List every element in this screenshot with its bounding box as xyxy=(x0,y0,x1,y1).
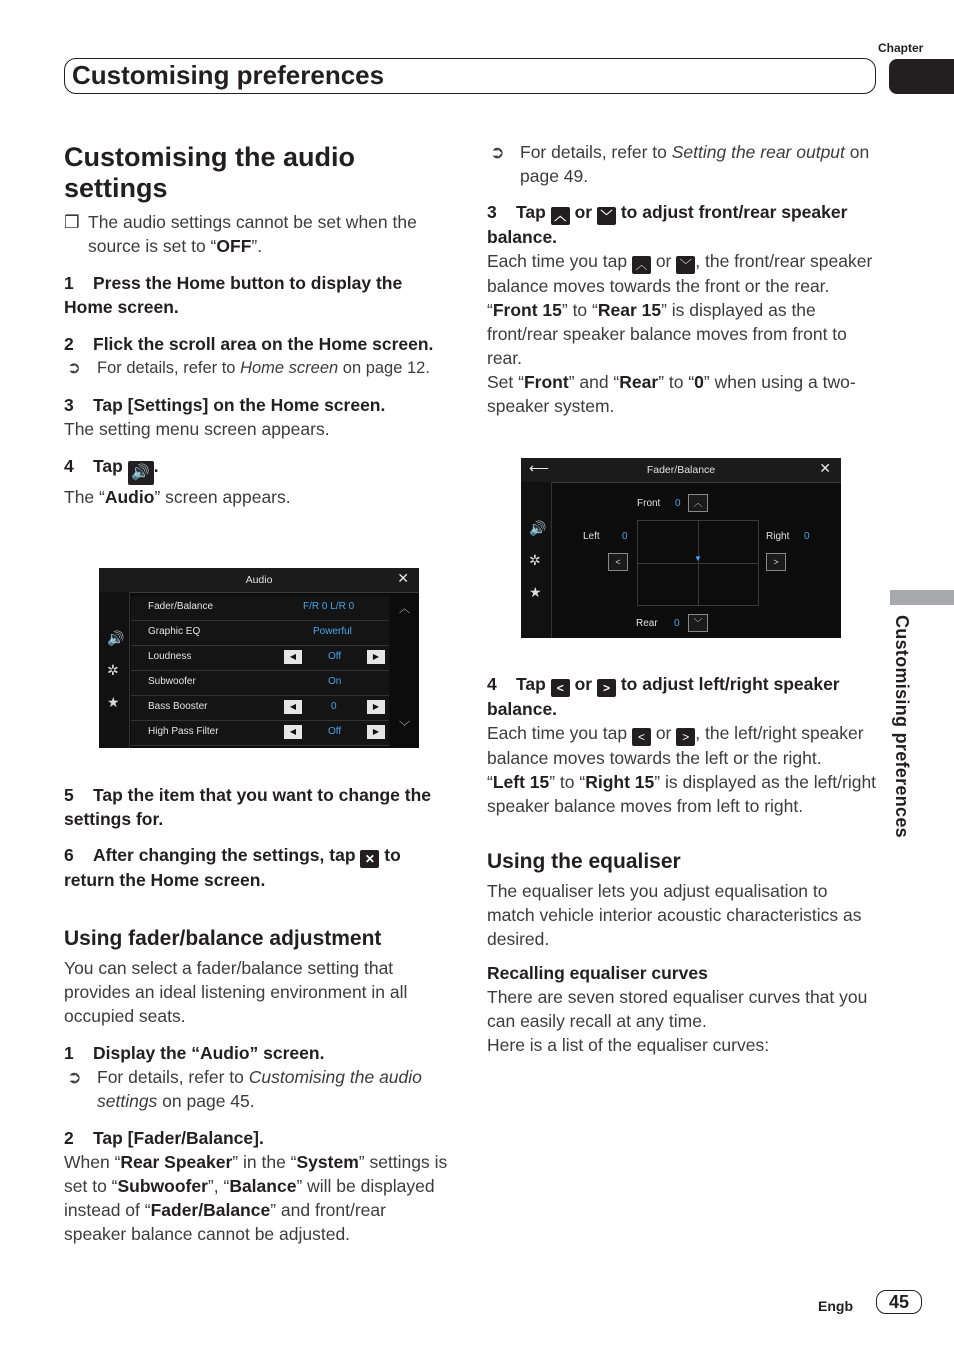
lr-step-4-range: “Left 15” to “Right 15” is displayed as the left/right speaker balance moves from left to right. xyxy=(487,772,877,816)
chapter-tab xyxy=(889,59,954,94)
up-arrow-icon: ︿ xyxy=(632,256,651,274)
star-icon: ★ xyxy=(107,694,120,710)
equaliser-list-intro: Here is a list of the equaliser curves: xyxy=(487,1035,770,1055)
equaliser-curves-text: There are seven stored equaliser curves that you can easily recall at any time. xyxy=(487,987,868,1031)
right-arrow-icon: > xyxy=(766,553,786,571)
fader-intro: You can select a fader/balance setting that provides an ideal listening environment in all occupied seats. xyxy=(64,958,408,1026)
audio-row: High Pass Filter ◀ Off ▶ xyxy=(131,721,389,746)
speaker-icon: 🔊 xyxy=(107,630,125,646)
fr-step-3-twospeaker: Set “Front” and “Rear” to “0” when using a two-speaker system. xyxy=(487,372,856,416)
right-column xyxy=(487,140,879,418)
audio-screen-image xyxy=(99,568,419,748)
rear-output-note: ➲ For details, refer to Setting the rear output on page 49. xyxy=(490,142,870,186)
left-arrow-icon: < xyxy=(551,679,570,697)
right-arrow-icon: > xyxy=(597,679,616,697)
step-4-desc: The “Audio” screen appears. xyxy=(64,487,291,507)
step-5: 5 Tap the item that you want to change the settings for. xyxy=(64,785,432,829)
intro-note: ❒ The audio settings cannot be set when the source is set to “OFF”. xyxy=(64,212,417,256)
chapter-label: Chapter xyxy=(878,41,924,55)
equaliser-heading: Using the equaliser xyxy=(487,850,681,873)
left-arrow-icon: ◀ xyxy=(284,725,302,739)
fr-step-3: 3 Tap ︿ or ﹀ to adjust front/rear speaker balance. xyxy=(487,202,848,247)
page-number: 45 xyxy=(876,1290,922,1314)
step-6: 6 After changing the settings, tap ✕ to return the Home screen. xyxy=(64,845,401,890)
up-arrow-icon: ︿ xyxy=(688,494,708,512)
down-arrow-icon: ﹀ xyxy=(597,207,616,225)
audio-row: Bass Booster ◀ 0 ▶ xyxy=(131,696,389,721)
step-3: 3 Tap [Settings] on the Home screen. xyxy=(64,395,386,415)
section-heading: Customising the audio settings xyxy=(64,142,356,203)
audio-row: Subwoofer On xyxy=(131,671,389,696)
page-title: Customising preferences xyxy=(72,60,385,90)
close-icon: ✕ xyxy=(397,570,409,586)
star-icon: ★ xyxy=(529,584,542,600)
fader-step-2-desc: When “Rear Speaker” in the “System” settings is set to “Subwoofer”, “Balance” will be displayed instead of “Fader/Balance” and front/rear speaker balance cannot be adjusted. xyxy=(64,1152,448,1244)
fader-heading: Using fader/balance adjustment xyxy=(64,927,382,950)
speaker-icon: 🔊 xyxy=(128,461,154,485)
right-arrow-icon: ▶ xyxy=(367,700,385,714)
fader-step-1-note: ➲ For details, refer to Customising the audio settings on page 45. xyxy=(67,1067,422,1111)
down-arrow-icon: ﹀ xyxy=(676,256,695,274)
audio-row: Loudness ◀ Off ▶ xyxy=(131,646,389,671)
language-code: Engb xyxy=(818,1298,853,1314)
audio-row: Graphic EQ Powerful xyxy=(131,621,389,646)
back-arrow-icon: ⟵ xyxy=(529,460,550,476)
gear-icon: ✲ xyxy=(529,552,541,568)
step-2: 2 Flick the scroll area on the Home screen. xyxy=(64,334,434,354)
equaliser-subheading: Recalling equaliser curves xyxy=(487,963,708,983)
step-2-note: ➲ For details, refer to Home screen on page 12. xyxy=(64,356,448,380)
fader-screen-sidebar xyxy=(521,482,552,638)
left-arrow-icon: < xyxy=(632,728,651,746)
left-column-lower xyxy=(64,783,448,1246)
step-1: 1 Press the Home button to display the Home screen. xyxy=(64,273,403,317)
step-3-desc: The setting menu screen appears. xyxy=(64,419,330,439)
up-arrow-icon: ︿ xyxy=(551,207,570,225)
left-arrow-icon: ◀ xyxy=(284,650,302,664)
lr-step-4: 4 Tap < or > to adjust left/right speaker balance. xyxy=(487,674,840,719)
left-arrow-icon: ◀ xyxy=(284,700,302,714)
left-arrow-icon: < xyxy=(608,553,628,571)
fader-balance-grid xyxy=(637,520,759,606)
gear-icon: ✲ xyxy=(107,662,119,678)
fr-step-3-desc: Each time you tap ︿ or ﹀ , the front/rear speaker balance moves towards the front or the rear. xyxy=(487,251,873,296)
lr-step-4-desc: Each time you tap < or > , the left/right speaker balance moves towards the left or the right. xyxy=(487,723,864,768)
arrow-icon: ➲ xyxy=(67,1067,82,1087)
arrow-icon: ➲ xyxy=(490,142,505,162)
equaliser-intro: The equaliser lets you adjust equalisation to match vehicle interior acoustic characteristics as desired. xyxy=(487,881,862,949)
right-column-lower xyxy=(487,672,879,1057)
audio-screen-sidebar xyxy=(99,592,130,748)
step-4: 4 Tap 🔊 . xyxy=(64,454,448,485)
audio-row: Fader/Balance F/R 0 L/R 0 xyxy=(131,596,389,621)
fr-step-3-range: “Front 15” to “Rear 15” is displayed as the front/rear speaker balance moves from front to rear. xyxy=(487,300,847,368)
side-tab-marker xyxy=(890,590,954,605)
close-icon: ✕ xyxy=(819,460,831,476)
down-arrow-icon: ﹀ xyxy=(688,614,708,632)
arrow-icon: ➲ xyxy=(67,359,81,377)
right-arrow-icon: > xyxy=(676,728,695,746)
right-arrow-icon: ▶ xyxy=(367,650,385,664)
fader-balance-screen-image: Fader/Balance ⟵ ✕ 🔊 ✲ ★ Front 0 ︿ Left 0 < Right 0 > ▼ Rear 0 ﹀ xyxy=(521,458,841,638)
fader-step-1: 1 Display the “Audio” screen. xyxy=(64,1043,325,1063)
balance-point-icon: ▼ xyxy=(694,554,702,563)
checkbox-icon: ❒ xyxy=(64,212,80,232)
close-icon: ✕ xyxy=(360,850,379,868)
fader-step-2: 2 Tap [Fader/Balance]. xyxy=(64,1128,264,1148)
speaker-icon: 🔊 xyxy=(529,520,547,536)
right-arrow-icon: ▶ xyxy=(367,725,385,739)
fader-screen-title: Fader/Balance xyxy=(521,458,841,483)
audio-screen-title: Audio xyxy=(99,568,419,593)
side-section-label: Customising preferences xyxy=(892,615,912,838)
left-column xyxy=(64,142,448,509)
scrollbar: ︿ ﹀ xyxy=(399,603,410,733)
